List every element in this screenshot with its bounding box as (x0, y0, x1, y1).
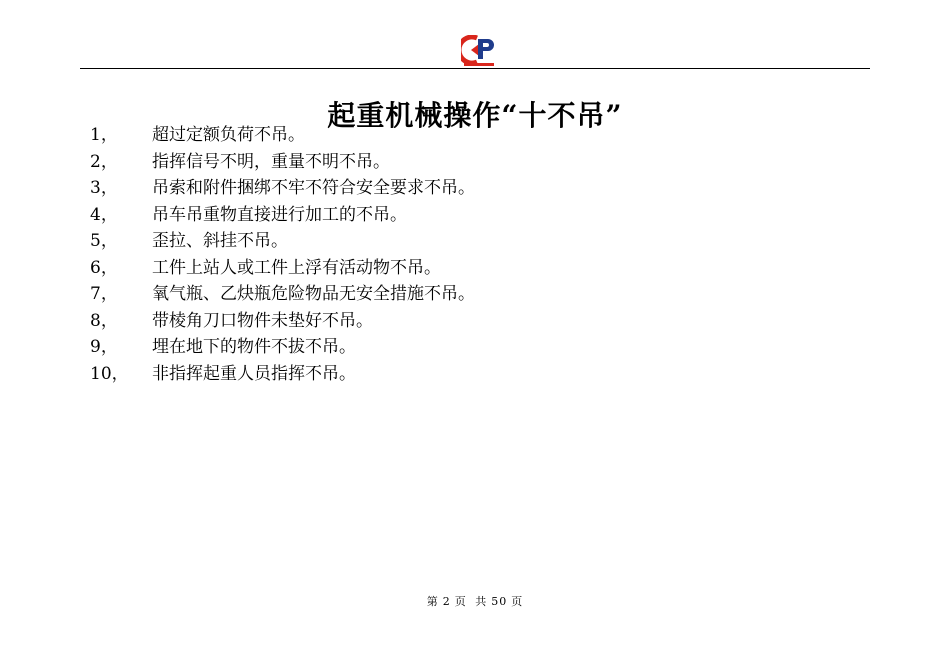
page-total: 50 (491, 595, 508, 608)
list-item (90, 149, 475, 176)
item-text: 指挥信号不明，重量不明不吊。 (152, 151, 390, 172)
item-number: 6， (90, 257, 118, 278)
item-number: 9， (90, 337, 118, 357)
item-number: 10， (90, 363, 129, 384)
list-item (90, 202, 475, 229)
item-text: 氧气瓶、乙炔瓶危险物品无安全措施不吊。 (152, 284, 475, 304)
item-text: 吊索和附件捆绑不牢不符合安全要求不吊。 (152, 178, 475, 198)
page-unit: 页 (454, 595, 467, 608)
total-prefix: 共 (475, 595, 488, 608)
item-number: 3， (90, 178, 118, 198)
item-text: 带棱角刀口物件未垫好不吊。 (152, 310, 373, 331)
list-item (90, 122, 475, 149)
page-number: 2 (442, 595, 451, 608)
item-number: 1， (90, 125, 118, 145)
page-title: 起重机械操作“十不吊” (327, 98, 623, 132)
total-unit: 页 (511, 595, 524, 608)
item-number: 4， (90, 204, 118, 225)
item-number: 5， (90, 231, 118, 251)
page-prefix: 第 (426, 595, 439, 608)
item-number: 7， (90, 284, 118, 304)
list-item (90, 334, 475, 361)
list-item (90, 308, 475, 335)
item-number: 2， (90, 151, 118, 172)
list-item (90, 228, 475, 255)
list-item (90, 175, 475, 202)
list-item (90, 281, 475, 308)
item-text: 工件上站人或工件上浮有活动物不吊。 (152, 257, 441, 278)
item-text: 埋在地下的物件不拔不吊。 (152, 337, 356, 357)
rules-list (90, 122, 475, 387)
item-text: 吊车吊重物直接进行加工的不吊。 (152, 204, 407, 225)
item-number: 8， (90, 310, 118, 331)
list-item (90, 361, 475, 388)
item-text: 超过定额负荷不吊。 (152, 125, 305, 145)
page-footer (0, 593, 950, 609)
item-text: 非指挥起重人员指挥不吊。 (152, 363, 356, 384)
header-divider (80, 68, 870, 69)
item-text: 歪拉、斜挂不吊。 (152, 231, 288, 251)
list-item (90, 255, 475, 282)
company-logo-icon (461, 35, 497, 67)
